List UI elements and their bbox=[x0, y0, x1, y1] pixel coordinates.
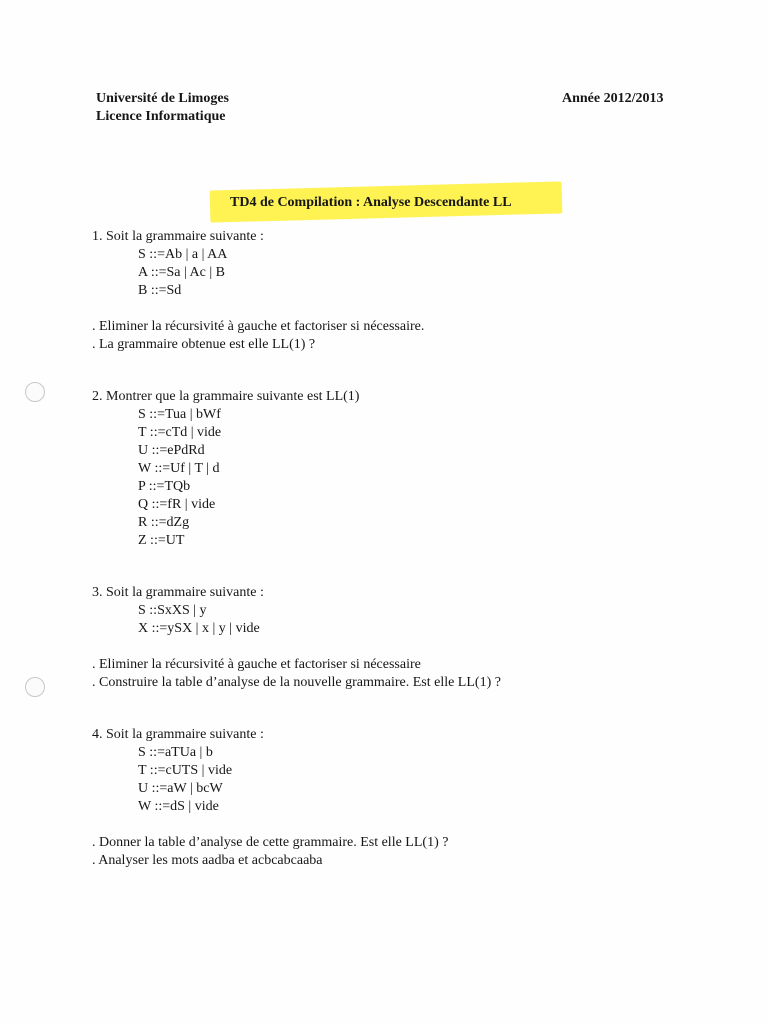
grammar-rule: S ::=aTUa | b bbox=[138, 745, 213, 760]
grammar-rule: U ::=ePdRd bbox=[138, 443, 205, 458]
grammar-rule: P ::=TQb bbox=[138, 479, 191, 494]
exercise-1 bbox=[92, 228, 424, 354]
grammar-rule: Z ::=UT bbox=[138, 533, 185, 548]
academic-year: Année 2012/2013 bbox=[562, 91, 664, 106]
binder-hole-bottom bbox=[25, 677, 45, 697]
grammar-rule: U ::=aW | bcW bbox=[138, 781, 223, 796]
binder-hole-top bbox=[25, 382, 45, 402]
header-left bbox=[96, 90, 229, 126]
exercise-prompt: 3. Soit la grammaire suivante : bbox=[92, 585, 264, 600]
exercise-3 bbox=[92, 584, 501, 692]
page-title: TD4 de Compilation : Analyse Descendante LL bbox=[230, 195, 512, 210]
exercise-question: . Eliminer la récursivité à gauche et factoriser si nécessaire bbox=[92, 657, 421, 672]
grammar-rule: R ::=dZg bbox=[138, 515, 190, 530]
grammar-rule: A ::=Sa | Ac | B bbox=[138, 265, 226, 280]
grammar-rule: S ::=Tua | bWf bbox=[138, 407, 221, 422]
exercise-prompt: 4. Soit la grammaire suivante : bbox=[92, 727, 264, 742]
exercise-prompt: 1. Soit la grammaire suivante : bbox=[92, 229, 264, 244]
grammar-rule: B ::=Sd bbox=[138, 283, 182, 298]
grammar-rule: X ::=ySX | x | y | vide bbox=[138, 621, 260, 636]
exercise-question: . Eliminer la récursivité à gauche et factoriser si nécessaire. bbox=[92, 319, 425, 334]
grammar-rule: Q ::=fR | vide bbox=[138, 497, 216, 512]
exercise-2 bbox=[92, 388, 359, 550]
title-block bbox=[210, 184, 562, 224]
university-name: Université de Limoges bbox=[96, 91, 229, 106]
exercise-4 bbox=[92, 726, 448, 870]
grammar-rule: T ::=cUTS | vide bbox=[138, 763, 233, 778]
program-name: Licence Informatique bbox=[96, 109, 226, 124]
exercise-question: . Construire la table d’analyse de la nouvelle grammaire. Est elle LL(1) ? bbox=[92, 675, 501, 690]
grammar-rule: S ::=Ab | a | AA bbox=[138, 247, 228, 262]
grammar-rule: W ::=Uf | T | d bbox=[138, 461, 220, 476]
exercise-question: . La grammaire obtenue est elle LL(1) ? bbox=[92, 337, 316, 352]
grammar-rule: W ::=dS | vide bbox=[138, 799, 219, 814]
exercise-question: . Analyser les mots aadba et acbcabcaaba bbox=[92, 853, 323, 868]
grammar-rule: S ::SxXS | y bbox=[138, 603, 207, 618]
exercise-question: . Donner la table d’analyse de cette grammaire. Est elle LL(1) ? bbox=[92, 835, 449, 850]
grammar-rule: T ::=cTd | vide bbox=[138, 425, 222, 440]
exercise-prompt: 2. Montrer que la grammaire suivante est LL(1) bbox=[92, 389, 360, 404]
